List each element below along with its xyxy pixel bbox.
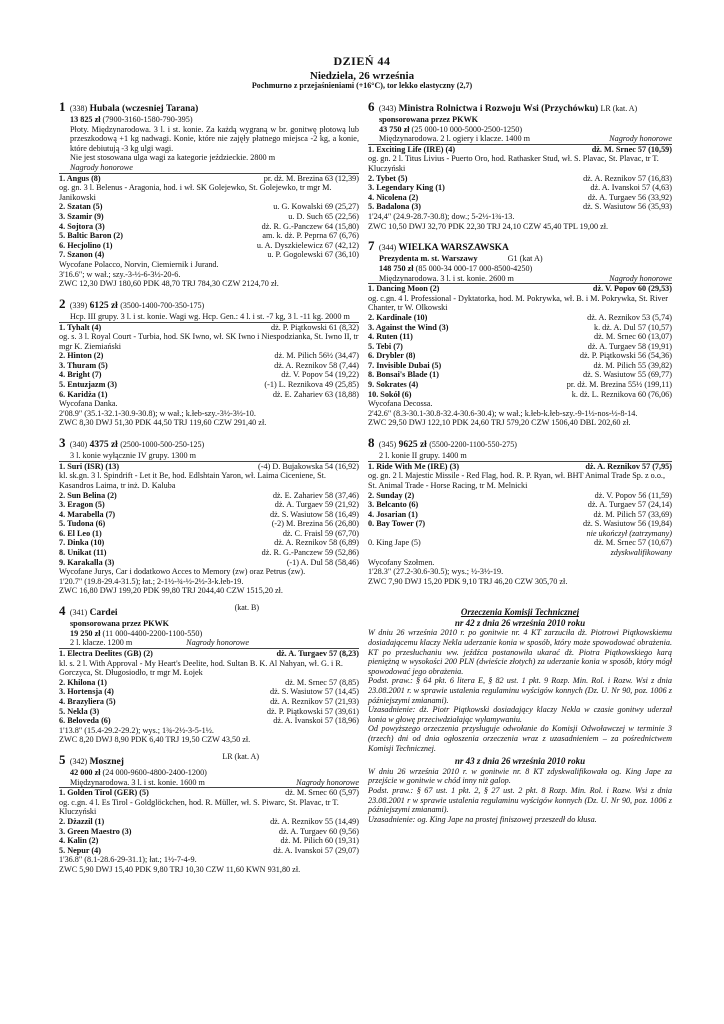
jockey: dż. A. Turgaev 59 (21,92) xyxy=(274,500,359,510)
placing-row xyxy=(59,846,359,856)
jockey: dż. S. Wasiutow 56 (19,84) xyxy=(582,519,672,529)
jockey: pr. dż. M. Brezina 55½ (199,11) xyxy=(566,380,672,390)
race-time: 2'08.9" (35.1-32.1-30.9-30.8); w wał.; k.łeb-szy.-3½-3½-10. xyxy=(59,408,256,418)
horse: 6. Karidża (1) xyxy=(59,389,108,399)
placing-row xyxy=(368,380,672,390)
race-time: 3'16.6"; w wał.; szy.-3-½-6-3½-20-6. xyxy=(59,269,181,279)
race-id: (343) xyxy=(378,104,397,113)
withdrawn: Wycofane Polacco, Norvin, Ciemiernik i Jurand. xyxy=(59,260,219,270)
placing-row xyxy=(59,510,359,520)
horse: 7. Szanon (4) xyxy=(59,250,105,260)
race-header xyxy=(368,99,672,115)
day-title: DZIEŃ 44 xyxy=(333,54,391,68)
winner-horse: 1. Ride With Me (IRE) (3) xyxy=(368,461,460,471)
placings-list xyxy=(368,313,672,399)
jockey: u. D. Such 65 (22,56) xyxy=(288,212,359,222)
race-category: LR (kat. A) xyxy=(222,751,259,761)
prize-split: (25 000-10 000-5000-2500-1250) xyxy=(411,124,523,134)
placing-row xyxy=(59,538,359,548)
winner-horse: 1. Tyhalt (4) xyxy=(59,322,102,332)
placing-row xyxy=(59,678,359,688)
jockey: dż. R. G.-Panczew 64 (15,80) xyxy=(261,221,359,231)
race-id: (338) xyxy=(69,104,88,113)
winner-jockey: dż. A. Turgaev 57 (8,23) xyxy=(276,648,359,658)
placing-row xyxy=(368,510,672,520)
ruling-43-justification: Uzasadnienie: og. King Jape na prostej finiszowej przeszedł do kłusa. xyxy=(368,814,597,824)
race-8 xyxy=(368,435,672,586)
placing-row xyxy=(59,361,359,371)
race-header xyxy=(59,435,359,451)
race-conditions-2: Nie jest stosowana ulga wagi za kategorie jeździeckie. 2800 m xyxy=(70,153,276,163)
placing-row xyxy=(368,323,672,333)
placing-row xyxy=(59,529,359,539)
horse: 4. Sojtora (3) xyxy=(59,221,105,231)
placing-row xyxy=(59,500,359,510)
race-number: 4 xyxy=(59,603,66,619)
horse: 8. Bonsai's Blade (1) xyxy=(368,370,439,380)
sponsor: sponsorowana przez PKWK xyxy=(70,619,170,629)
winner-jockey: dż. M. Srnec 60 (5,97) xyxy=(285,788,359,798)
prize-amount: 6125 zł xyxy=(89,300,118,311)
placings-list xyxy=(368,174,672,212)
weather-line: Pochmurno z przejaśnieniami (+16°C), tor lekko elastyczny (2,7) xyxy=(251,81,473,90)
placing-row xyxy=(368,361,672,371)
horse: 6. Drybler (8) xyxy=(368,351,416,361)
jockey: dż. A. Turgaev 60 (9,56) xyxy=(278,826,359,836)
ruling-43-text: W dniu 26 września 2010 r. w gonitwie nr. 8 KT zdyskwalifikowała og. King Jape za przejście w gonitwie w chód inny niż galop. xyxy=(368,766,672,786)
race-name: Cardei xyxy=(89,608,118,619)
winner-pedigree: og. gn. 2 l. Majestic Missile - Red Flag, hod. R. P. Ryan, wł. BHT Animal Trade Sp. z o.o., St. Animal Trade - Horse Racing, tr M. Melnicki xyxy=(368,471,666,490)
race-category: (kat. B) xyxy=(234,603,259,613)
jockey: dż. P. Piątkowski 56 (54,36) xyxy=(579,351,672,361)
placing-row xyxy=(368,491,672,501)
jockey: dż. A. Turgaev 58 (19,91) xyxy=(587,341,672,351)
winner-pedigree: og. gn. 3 l. Belenus - Aragonia, hod. i wł. SK Golejewko, St. Golejewko, tr mgr M. Janikowski xyxy=(59,183,332,202)
jockey: dż. V. Popov 54 (19,22) xyxy=(281,370,359,380)
race-number: 1 xyxy=(59,99,66,114)
jockey: dż. A. Turgaev 57 (24,14) xyxy=(587,500,672,510)
horse: 3. Hortensja (4) xyxy=(59,687,114,697)
placing-row xyxy=(368,193,672,203)
jockey: dż. V. Popov 56 (11,59) xyxy=(594,490,672,500)
jockey: u. G. Kowalski 69 (25,27) xyxy=(273,202,359,212)
winner-row xyxy=(368,283,672,294)
horse: 3. Green Maestro (3) xyxy=(59,826,132,836)
winner-pedigree: og. c.gn. 4 l. Professional - Dyktatorka, hod. M. Pokrywka, wł. B. i M. Pokrywka, St. River Chanter, tr W. Olkowski xyxy=(368,293,668,313)
horse: 4. Ruten (11) xyxy=(368,332,413,342)
winner-pedigree: og. gn. 2 l. Titus Livius - Puerto Oro, hod. Rathasker Stud, wł. S. Plavac, St. Plavac, tr T. Kluczyński xyxy=(368,154,659,174)
horse: 4. Kalin (2) xyxy=(59,836,99,846)
jockey: am. k. dż. P. Peprna 67 (6,76) xyxy=(262,231,359,241)
jockey: dż. A. Reznikov 58 (6,89) xyxy=(274,538,359,548)
winner-row xyxy=(368,461,672,472)
horse: 3. Eragon (5) xyxy=(59,500,105,510)
disqualified-note: zdyskwalifikowany xyxy=(610,548,672,558)
jockey: dż. C. Fraisl 59 (67,70) xyxy=(282,528,359,538)
race-category: LR (kat. A) xyxy=(600,104,638,113)
placings-list xyxy=(368,491,672,529)
prize-split: (3500-1400-700-350-175) xyxy=(120,300,205,310)
date-title: Niedziela, 26 września xyxy=(309,70,415,82)
placing-row xyxy=(368,332,672,342)
winner-pedigree: kl. s. 2 l. With Approval - My Heart's Deelite, hod. Sultan B. K. Al Nahyan, wł. G. i R. Gorczyca, St. Długosiodło, tr mgr M. Łojek xyxy=(59,658,343,678)
winner-horse: 1. Dancing Moon (2) xyxy=(368,284,440,294)
jockey: (-1) L. Reznikova 49 (25,85) xyxy=(264,380,359,390)
jockey: dż. S. Wasiutow 55 (69,77) xyxy=(582,370,672,380)
placing-row xyxy=(59,707,359,717)
horse: 5. Tudona (6) xyxy=(59,519,106,529)
right-column xyxy=(368,99,672,824)
horse: 4. Brazyliera (5) xyxy=(59,696,116,706)
placing-row xyxy=(59,716,359,726)
race-1 xyxy=(59,99,359,289)
placings-list xyxy=(59,491,359,568)
race-time: 1'28.3" (27.2-30.6-30.5); wys.; ½-3½-19. xyxy=(368,567,504,577)
horse: 3. Against the Wind (3) xyxy=(368,322,449,332)
prize-split: (11 000-4400-2200-1100-550) xyxy=(102,628,203,638)
race-6 xyxy=(368,99,672,231)
placing-row xyxy=(59,202,359,212)
race-number: 7 xyxy=(368,238,375,254)
placings-list xyxy=(59,817,359,855)
placing-row xyxy=(59,491,359,501)
winner-horse: 1. Electra Deelites (GB) (2) xyxy=(59,648,153,658)
jockey: dż. P. Piątkowski 57 (39,61) xyxy=(266,706,359,716)
winner-row xyxy=(59,322,359,333)
payouts: ZWC 29,50 DWJ 122,10 PDK 24,60 TRJ 579,20 CZW 1506,40 DBL 202,60 zł. xyxy=(368,418,631,428)
race-conditions: 2 l. klacze. 1200 m xyxy=(70,638,133,648)
winner-jockey: dż. M. Srnec 57 (10,59) xyxy=(591,144,672,154)
race-time: 1'36.8" (8.1-28.6-29-31.1); łat.; 1½-7-4-9. xyxy=(59,855,197,865)
race-header xyxy=(59,296,359,312)
race-conditions: Międzynarodowa. 3 l. i st. konie. 1600 m xyxy=(70,777,205,787)
jockey: dż. A. Reznikov 58 (7,44) xyxy=(274,360,359,370)
winner-horse: 1. Exciting Life (IRE) (4) xyxy=(368,144,456,154)
jockey: dż. M. Srnec 57 (8,85) xyxy=(285,677,359,687)
placing-row xyxy=(59,558,359,568)
payouts: ZWC 5,90 DWJ 15,40 PDK 9,80 TRJ 10,30 CZW 11,60 KWN 931,80 zł. xyxy=(59,864,301,874)
horse: 2. Szatan (5) xyxy=(59,202,103,212)
horse: 3. Szamir (9) xyxy=(59,212,104,222)
payouts: ZWC 16,80 DWJ 199,20 PDK 99,80 TRJ 2044,40 CZW 1515,20 zł. xyxy=(59,586,283,596)
horse: 2. Dżazzil (1) xyxy=(59,816,105,826)
ruling-42-justification: Uzasadnienie: dż. Piotr Piątkowski dosiadający klaczy Nekla w czasie gonitwy uderzał konia w głowę przeciwdziałając wyłamywaniu. xyxy=(368,705,672,724)
jockey: k. dż. A. Dul 57 (10,57) xyxy=(593,322,672,332)
jockey: dż. M. Srnec 57 (10,67) xyxy=(594,538,672,548)
prize-amount: 43 750 zł xyxy=(379,124,410,134)
race-3 xyxy=(59,435,359,596)
withdrawn: Wycofane Jurys, Car i dodatkowo Acces to Memory (zw) oraz Petrus (zw). xyxy=(59,567,306,577)
winner-pedigree: og. c.gn. 4 l. Es Tirol - Goldglöckchen, hod. R. Müller, wł. S. Piwarc, St. Plavac, tr T. Kluczyński xyxy=(59,797,339,817)
winner-horse: 1. Suri (ISR) (13) xyxy=(59,461,120,471)
payouts: ZWC 8,20 DWJ 8,90 PDK 6,40 TRJ 19,50 CZW 43,50 zł. xyxy=(59,735,251,745)
jockey: dż. M. Pilich 55 (39,82) xyxy=(593,360,672,370)
placing-row xyxy=(59,836,359,846)
payouts: ZWC 10,50 DWJ 32,70 PDK 22,30 TRJ 24,10 CZW 45,40 TPL 19,00 zł. xyxy=(368,221,609,231)
horse: 4. Bright (7) xyxy=(59,370,102,380)
placing-row xyxy=(59,817,359,827)
race-4 xyxy=(59,603,359,745)
placing-row xyxy=(59,390,359,400)
race-id: (340) xyxy=(69,440,88,450)
prize-amount: 42 000 zł xyxy=(70,767,101,777)
placing-row xyxy=(368,183,672,193)
horse: 6. Beloveda (6) xyxy=(59,716,111,726)
placing-row xyxy=(368,390,672,400)
race-5 xyxy=(59,752,359,875)
race-name: WIELKA WARSZAWSKA xyxy=(398,243,509,254)
jockey: (-2) M. Brezina 56 (26,80) xyxy=(271,519,359,529)
race-category: G1 (kat A) xyxy=(507,254,543,264)
race-number: 5 xyxy=(59,751,66,767)
placing-row xyxy=(59,241,359,251)
jockey: dż. E. Zahariev 63 (18,88) xyxy=(272,389,359,399)
withdrawn: Wycofany Szołmen. xyxy=(368,557,435,567)
horse: 3. Belcanto (6) xyxy=(368,500,419,510)
winner-row xyxy=(59,461,359,472)
jockey: dż. S. Wasiutow 57 (14,45) xyxy=(269,687,359,697)
placing-row xyxy=(59,222,359,232)
ruling-43-basis: Podst. praw.: § 67 ust. 1 pkt. 2, § 27 ust. 2 pkt. 8 Rozp. Min. Rol. i Rozw. Wsi z dnia 23.08.2001 r w sprawie ustalenia regulaminu wyścigów konnych (Dz. U. Nr 90, poz. 1006 z późniejszymi zmianami). xyxy=(368,785,672,815)
race-header xyxy=(368,435,672,451)
jockey: dż. A. Ivanskoi 57 (4,63) xyxy=(590,183,672,193)
winner-row xyxy=(59,648,359,659)
horse: 4. Nicolena (2) xyxy=(368,192,419,202)
technical-commission-rulings xyxy=(368,607,672,824)
race-conditions: 3 l. konie wyłącznie IV grupy. 1300 m xyxy=(70,451,196,461)
winner-pedigree: kl. sk.gn. 3 l. Spindrift - Let it Be, hod. Edlshtain Yaron, wł. Laima Ciceniene, St. Kasandros Laima, tr inż. D. Kaluba xyxy=(59,471,326,490)
placings-list xyxy=(59,202,359,260)
race-time: 1'24,4" (24.9-28.7-30.8); dow.; 5-2½-1¾-13. xyxy=(368,212,515,222)
race-id: (339) xyxy=(69,300,88,310)
race-number: 6 xyxy=(368,99,375,114)
placing-row xyxy=(59,380,359,390)
winner-jockey: pr. dż. M. Brezina 63 (12,39) xyxy=(263,173,359,183)
race-id: (341) xyxy=(69,608,88,618)
placings-list xyxy=(59,678,359,726)
honor-prizes: Nagrody honorowe xyxy=(609,273,672,283)
placing-row xyxy=(368,342,672,352)
horse: 2. Tybet (5) xyxy=(368,173,408,183)
ruling-42-title: nr 42 z dnia 26 września 2010 roku xyxy=(454,617,586,628)
horse: 2. Hinton (2) xyxy=(59,351,104,361)
honor-prizes: Nagrody honorowe xyxy=(70,163,133,173)
ruling-43-title: nr 43 z dnia 26 września 2010 roku xyxy=(454,756,586,767)
horse: 4. Josarian (1) xyxy=(368,509,418,519)
horse: 0. King Jape (5) xyxy=(368,538,421,548)
jockey: dż. M. Srnec 60 (13,07) xyxy=(594,332,672,342)
payouts: ZWC 7,90 DWJ 15,20 PDK 9,10 TRJ 46,20 CZW 305,70 zł. xyxy=(368,576,568,586)
horse: 9. Sokrates (4) xyxy=(368,380,419,390)
race-2 xyxy=(59,296,359,428)
race-name: Ministra Rolnictwa i Rozwoju Wsi (Przychówku) xyxy=(398,104,599,114)
horse: 3. Legendary King (1) xyxy=(368,183,445,193)
honor-prizes: Nagrody honorowe xyxy=(609,134,672,144)
race-time: 1'13.8" (15.4-29.2-29.2); wys.; 1¾-2½-3-5-1½. xyxy=(59,725,214,735)
jockey: dż. A. Reznikov 57 (16,83) xyxy=(583,173,672,183)
jockey: dż. A. Ivanskoi 57 (18,96) xyxy=(273,716,359,726)
winner-row xyxy=(59,787,359,798)
jockey: dż. S. Wasiutow 56 (35,93) xyxy=(582,202,672,212)
race-time: 1'20.7" (19.8-29.4-31.5); łat.; 2-1½-¾-½-2½-3-k.łeb-19. xyxy=(59,576,244,586)
placing-row xyxy=(59,827,359,837)
jockey: dż. A. Reznikov 57 (21,93) xyxy=(270,696,359,706)
race-header xyxy=(59,99,359,115)
placings-list xyxy=(59,351,359,399)
race-header xyxy=(59,752,359,768)
horse: 5. Baltic Baron (2) xyxy=(59,231,123,241)
prize-split: (2500-1000-500-250-125) xyxy=(120,440,205,450)
horse: 2. Sun Belina (2) xyxy=(59,490,117,500)
jockey: dż. A. Reznikov 53 (5,74) xyxy=(587,312,672,322)
prize-split: (85 000-34 000-17 000-8500-4250) xyxy=(415,263,533,273)
placing-row xyxy=(368,500,672,510)
placing-row xyxy=(368,351,672,361)
jockey: u. A. Dyszkielewicz 67 (42,12) xyxy=(256,240,359,250)
horse: 2. Sunday (2) xyxy=(368,490,415,500)
prize-split: (5500-2200-1100-550-275) xyxy=(429,440,517,450)
jockey: u. P. Gogolewski 67 (36,10) xyxy=(267,250,359,260)
placing-row xyxy=(59,370,359,380)
horse: 5. Entuzjazm (3) xyxy=(59,380,117,390)
race-number: 2 xyxy=(59,295,66,311)
horse: 5. Nekla (3) xyxy=(59,706,100,716)
race-7 xyxy=(368,238,672,428)
jockey: dż. M. Pilich 56½ (34,47) xyxy=(274,351,359,361)
placing-row xyxy=(368,538,672,548)
honor-prizes: Nagrody honorowe xyxy=(296,777,359,787)
horse: 2. Khilona (1) xyxy=(59,677,107,687)
ruling-42-text: W dniu 26 września 2010 r. po gonitwie nr. 4 KT zarzuciła dż. Piotrowi Piątkowskiemu dosiadającemu klaczy Nekla uderzanie konia w sposób, który może spowodować obrażenia. KT po przesłuchaniu ww. jeźdźca postanowiła ukarać dż. Piotra Piątkowskiego karą pieniężną w wysokości 200 PLN (dwieście złotych) za uderzanie konia w sposób, który mógł spowodować jego obrażenia. xyxy=(368,628,672,676)
placing-row xyxy=(368,370,672,380)
horse: 4. Marabella (7) xyxy=(59,509,116,519)
ruling-42-basis: Podst. praw.: § 64 pkt. 6 litera E, § 82 ust. 1 pkt. 9 Rozp. Min. Rol. i Rozw. Wsi z dnia 23.08.2001 r. w sprawie ustalenia regulaminu wyścigów konnych (Dz. U. Nr 90, poz. 1006 z późniejszymi zmianami). xyxy=(368,676,672,705)
prize-amount: 4375 zł xyxy=(89,440,118,451)
prize-split: (24 000-9600-4800-2400-1200) xyxy=(102,767,207,777)
placing-row xyxy=(368,313,672,323)
jockey: dż. E. Zahariev 58 (37,46) xyxy=(272,490,359,500)
payouts: ZWC 8,30 DWJ 51,30 PDK 44,50 TRJ 119,60 CZW 291,40 zł. xyxy=(59,418,267,428)
withdrawn: Wycofana Decossa. xyxy=(368,399,433,409)
placing-row xyxy=(59,212,359,222)
placing-row xyxy=(368,202,672,212)
jockey: (-1) A. Dul 58 (58,46) xyxy=(286,557,359,567)
winner-row xyxy=(368,144,672,155)
jockey: k. dż. L. Reznikova 60 (76,06) xyxy=(571,389,672,399)
prize-amount: 13 825 zł xyxy=(70,115,101,125)
race-header xyxy=(59,603,359,619)
jockey: dż. M. Pilich 57 (33,69) xyxy=(593,509,672,519)
race-conditions: Płoty. Międzynarodowa. 3 l. i st. konie. Za każdą wygraną w br. gonitwę płotową lub przeszkodową +1 kg nadwagi. Konie, które nie zajęły płatnego miejsca -2 kg, a konie, które debiutują -3 kg ulgi wagi. xyxy=(70,124,359,153)
winner-jockey: dż. A. Reznikov 57 (7,95) xyxy=(585,461,672,471)
prize-split: (7900-3160-1580-790-395) xyxy=(102,115,193,125)
horse: 5. Badalona (3) xyxy=(368,202,421,212)
placing-row xyxy=(59,697,359,707)
placing-row xyxy=(59,519,359,529)
horse: 6. El Leo (1) xyxy=(59,528,102,538)
not-finished-note: nie ukończył (zatrzymany) xyxy=(586,528,672,538)
race-name: Mosznej xyxy=(89,756,124,767)
placing-row xyxy=(59,351,359,361)
placing-row xyxy=(59,687,359,697)
horse: 5. Nepur (4) xyxy=(59,845,101,855)
horse: 7. Dinka (10) xyxy=(59,538,105,548)
placing-row xyxy=(59,548,359,558)
race-id: (345) xyxy=(378,440,397,450)
placing-row xyxy=(368,519,672,529)
winner-jockey: (-4) D. Bujakowska 54 (16,92) xyxy=(258,461,359,471)
sponsor: Prezydenta m. st. Warszawy xyxy=(379,254,478,264)
race-number: 3 xyxy=(59,435,66,451)
honor-prizes: Nagrody honorowe xyxy=(186,638,249,648)
horse: 5. Tebi (7) xyxy=(368,341,403,351)
withdrawn: Wycofana Danka. xyxy=(59,399,118,409)
race-conditions: Międzynarodowa. 3 l. i st. konie. 2600 m xyxy=(379,273,514,283)
race-conditions: Hcp. III grupy. 3 l. i st. konie. Wagi wg. Hcp. Gen.: 4 l. i st. -7 kg, 3 l. -11 kg. 2000 m xyxy=(70,311,350,321)
payouts: ZWC 12,30 DWJ 180,60 PDK 48,70 TRJ 784,30 CZW 2124,70 zł. xyxy=(59,279,279,289)
winner-horse: 1. Angus (8) xyxy=(59,173,101,183)
winner-row xyxy=(59,173,359,184)
race-conditions: Międzynarodowa. 2 l. ogiery i klacze. 1400 m xyxy=(379,134,530,144)
horse: 9. Karakalla (3) xyxy=(59,557,115,567)
placing-row xyxy=(59,250,359,260)
winner-jockey: dż. P. Piątkowski 61 (8,32) xyxy=(270,322,359,332)
jockey: dż. M. Pilich 60 (19,31) xyxy=(280,836,359,846)
ruling-42-appeal: Od powyższego orzeczenia przysługuje odwołanie do Komisji Odwoławczej w terminie 3 (trzech) dni od dnia ogłoszenia orzeczenia wraz z uzasadnieniem – za pośrednictwem Komisji Technicznej. xyxy=(368,724,672,753)
jockey: dż. A. Turgaev 56 (33,92) xyxy=(587,192,672,202)
race-conditions: 2 l. konie II grupy. 1400 m xyxy=(379,451,467,461)
race-name: Hubala (wczesniej Tarana) xyxy=(89,104,199,114)
rulings-title: Orzeczenia Komisji Technicznej xyxy=(460,607,580,618)
horse: 8. Unikat (11) xyxy=(59,548,107,558)
prize-amount: 148 750 zł xyxy=(379,263,414,273)
horse: 3. Thuram (5) xyxy=(59,360,108,370)
race-time: 2'42.6" (8.3-30.1-30.8-32.4-30.6-30.4); w wał.; k.łeb-k.łeb-szy.-9-1½-nos-½-8-14. xyxy=(368,408,638,418)
horse: 7. Invisible Dubai (5) xyxy=(368,360,442,370)
sponsor: sponsorowana przez PKWK xyxy=(379,115,479,125)
placing-row xyxy=(59,231,359,241)
horse: 0. Bay Tower (7) xyxy=(368,519,426,529)
winner-jockey: dż. V. Popov 60 (29,53) xyxy=(592,284,672,294)
horse: 6. Hecjolino (1) xyxy=(59,240,113,250)
prize-amount: 19 250 zł xyxy=(70,628,101,638)
left-column xyxy=(59,99,359,882)
horse: 10. Sokół (6) xyxy=(368,389,412,399)
jockey: dż. A. Reznikov 55 (14,49) xyxy=(270,816,359,826)
race-header xyxy=(368,238,672,254)
jockey: dż. A. Ivanskoi 57 (29,07) xyxy=(273,845,359,855)
placing-row xyxy=(368,174,672,184)
race-number: 8 xyxy=(368,435,375,451)
jockey: dż. S. Wasiutow 58 (16,49) xyxy=(269,509,359,519)
horse: 2. Kardinale (10) xyxy=(368,312,428,322)
race-id: (344) xyxy=(378,243,397,253)
winner-horse: 1. Golden Tirol (GER) (5) xyxy=(59,788,149,798)
winner-pedigree: og. s. 3 l. Royal Court - Turbia, hod. SK Iwno, wł. SK Iwno i Niespodzianka, St. Iwno II, tr mgr K. Ziemiański xyxy=(59,332,359,351)
race-id: (342) xyxy=(69,756,88,766)
jockey: dż. R. G.-Panczew 59 (52,86) xyxy=(261,548,359,558)
prize-amount: 9625 zł xyxy=(398,440,427,451)
